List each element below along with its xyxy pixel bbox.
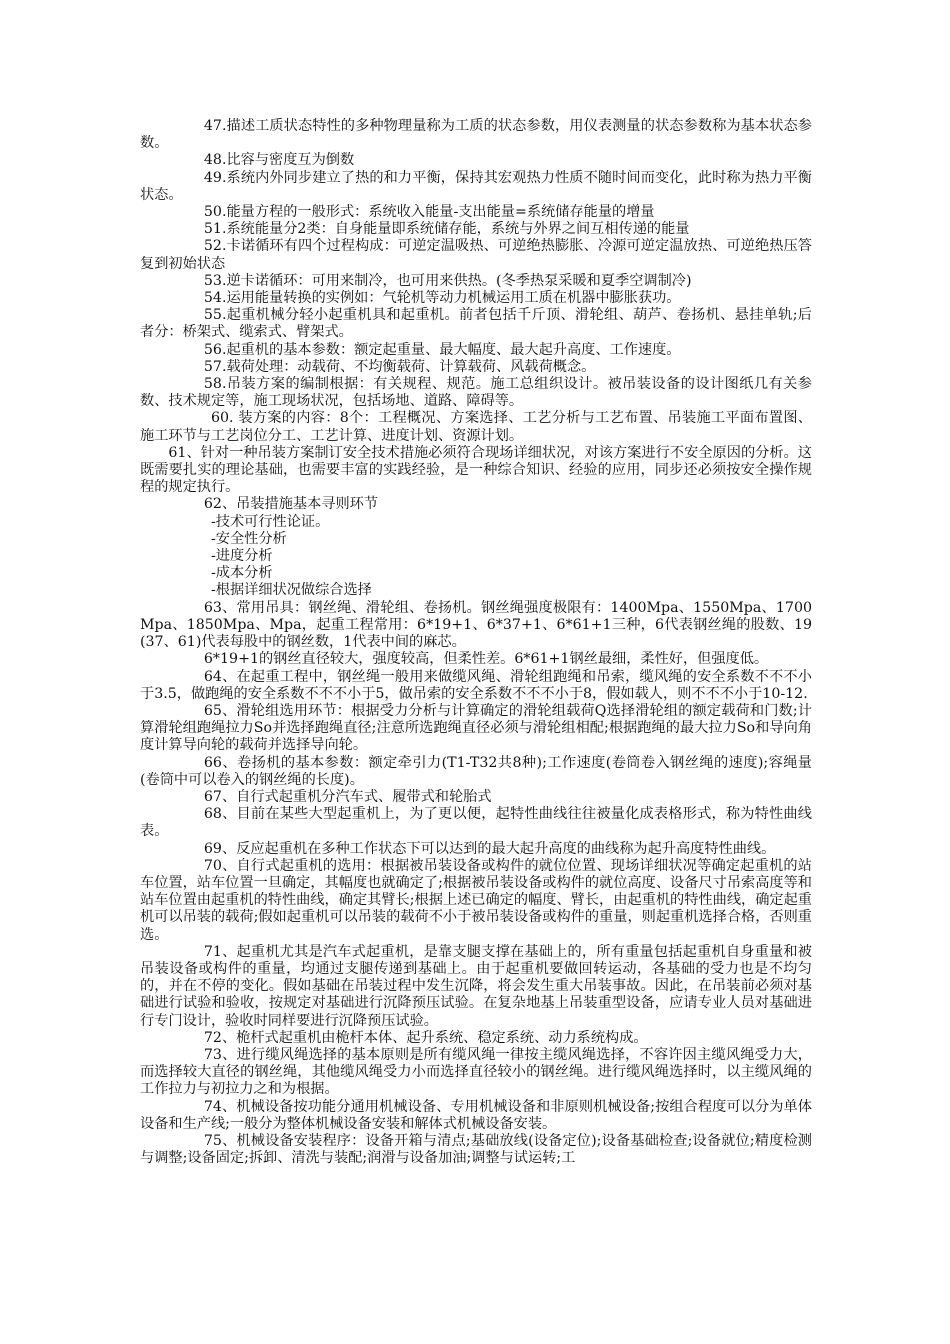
- paragraph: 75、机械设备安装程序：设备开箱与清点;基础放线(设备定位);设备基础检查;设备就位;精度检测与调整;设备固定;拆卸、清洗与装配;润滑与设备加油;调整与试运转;工: [140, 1132, 812, 1167]
- paragraph: 69、反应起重机在多种工作状态下可以达到的最大起升高度的曲线称为起升高度特性曲线。: [203, 840, 776, 857]
- paragraph: -安全性分析: [211, 530, 287, 547]
- paragraph: 57.载荷处理：动载荷、不均衡载荷、计算载荷、风载荷概念。: [203, 358, 596, 375]
- paragraph: 56.起重机的基本参数：额定起重量、最大幅度、最大起升高度、工作速度。: [203, 341, 681, 358]
- paragraph: 66、卷扬机的基本参数：额定牵引力(T1-T32共8种);工作速度(卷筒卷入钢丝绳的速度);容绳量(卷筒中可以卷入的钢丝绳的长度)。: [140, 754, 812, 788]
- paragraph: 62、吊装措施基本寻则环节: [203, 496, 379, 513]
- document-body: [140, 118, 812, 1167]
- paragraph: 53.逆卡诺循环：可用来制冷，也可用来供热。(冬季热泵采暖和夏季空调制冷): [203, 272, 692, 289]
- paragraph: 48.比容与密度互为倒数: [203, 152, 355, 169]
- paragraph: 51.系统能量分2类：自身能量即系统储存能，系统与外界之间互相传递的能量: [203, 221, 690, 238]
- paragraph: -成本分析: [211, 565, 273, 582]
- paragraph: 52.卡诺循环有四个过程构成：可逆定温吸热、可逆绝热膨胀、冷源可逆定温放热、可逆绝热压答复到初始状态: [140, 238, 812, 272]
- paragraph: 74、机械设备按功能分通用机械设备、专用机械设备和非原则机械设备;按组合程度可以分为单体设备和生产线;一般分为整体机械设备安装和解体式机械设备安装。: [140, 1098, 812, 1132]
- paragraph: 49.系统内外同步建立了热的和力平衡，保持其宏观热力性质不随时间而变化，此时称为热力平衡状态。: [140, 169, 812, 203]
- paragraph: 60. 装方案的内容：8个：工程概况、方案选择、工艺分析与工艺布置、吊装施工平面布置图、施工环节与工艺岗位分工、工艺计算、进度计划、资源计划。: [140, 410, 812, 444]
- paragraph: 64、在起重工程中，钢丝绳一般用来做缆风绳、滑轮组跑绳和吊索，缆风绳的安全系数不不不小于3.5，做跑绳的安全系数不不不小于5，做吊索的安全系数不不不小于8，假如载人，则不不不小于10-12.: [140, 668, 812, 702]
- paragraph: -技术可行性论证。: [211, 513, 330, 530]
- paragraph: 71、起重机尤其是汽车式起重机，是靠支腿支撑在基础上的，所有重量包括起重机自身重量和被吊装设备或构件的重量，均通过支腿传递到基础上。由于起重机要做回转运动，各基础的受力也是不均匀的，并在不停的变化。假如基础在吊装过程中发生沉降，将会发生重大吊装事故。因此，在吊装前必须对基础进行试验和验收，按规定对基础进行沉降预压试验。在复杂地基上吊装重型设备，应请专业人员对基础进行专门设计，验收时同样要进行沉降预压试验。: [140, 943, 812, 1029]
- paragraph: 55.起重机械分轻小起重机具和起重机。前者包括千斤顶、滑轮组、葫芦、卷扬机、悬挂单轨;后者分：桥架式、缆索式、臂架式。: [140, 307, 812, 341]
- paragraph: 6*19+1的钢丝直径较大，强度较高，但柔性差。6*61+1钢丝最细，柔性好，但强度低。: [203, 651, 769, 668]
- paragraph: 47.描述工质状态特性的多种物理量称为工质的状态参数，用仪表测量的状态参数称为基本状态参数。: [140, 118, 812, 152]
- paragraph: 50.能量方程的一般形式：系统收入能量-支出能量=系统储存能量的增量: [203, 204, 655, 221]
- paragraph: 63、常用吊具：钢丝绳、滑轮组、卷扬机。钢丝绳强度极限有：1400Mpa、1550Mpa、1700Mpa、1850Mpa、Mpa，起重工程常用：6*19+1、6*37+1、6*61+1三种，6代表钢丝绳的股数、19(37、61)代表每股中的钢丝数，1代表中间的麻芯。: [140, 599, 812, 651]
- paragraph: 73、进行缆风绳选择的基本原则是所有缆风绳一律按主缆风绳选择，不容许因主缆风绳受力大，而选择较大直径的钢丝绳，其他缆风绳受力小而选择直径较小的钢丝绳。进行缆风绳选择时，以主缆风绳的工作拉力与初拉力之和为根据。: [140, 1046, 812, 1098]
- paragraph: 61、针对一种吊装方案制订安全技术措施必须符合现场详细状况，对该方案进行不安全原因的分析。这既需要扎实的理论基础，也需要丰富的实践经验，是一种综合知识、经验的应用，同步还必须按安全操作规程的规定执行。: [140, 444, 812, 496]
- paragraph: 54.运用能量转换的实例如：气轮机等动力机械运用工质在机器中膨胀获功。: [203, 290, 681, 307]
- paragraph: 65、滑轮组选用环节：根据受力分析与计算确定的滑轮组载荷Q选择滑轮组的额定载荷和门数;计算滑轮组跑绳拉力So并选择跑绳直径;注意所选跑绳直径必须与滑轮组相配;根据跑绳的最大拉力So和导向角度计算导向轮的载荷并选择导向轮。: [140, 702, 812, 754]
- paragraph: -根据详细状况做综合选择: [211, 582, 372, 599]
- paragraph: -进度分析: [211, 548, 273, 565]
- paragraph: 72、桅杆式起重机由桅杆本体、起升系统、稳定系统、动力系统构成。: [203, 1029, 648, 1046]
- paragraph: 58.吊装方案的编制根据：有关规程、规范。施工总组织设计。被吊装设备的设计图纸几有关参数、技术规定等，施工现场状况，包括场地、道路、障碍等。: [140, 376, 812, 410]
- paragraph: 70、自行式起重机的选用：根据被吊装设备或构件的就位位置、现场详细状况等确定起重机的站车位置，站车位置一旦确定，其幅度也就确定了;根据被吊装设备或构件的就位高度、设备尺寸吊索高度等和站车位置由起重机的特性曲线，确定其臂长;根据上述已确定的幅度、臂长，由起重机的特性曲线，确定起重机可以吊装的载荷;假如起重机可以吊装的载荷不小于被吊装设备或构件的重量，则起重机选择合格，否则重选。: [140, 857, 812, 943]
- paragraph: 68、目前在某些大型起重机上，为了更以便，起特性曲线往往被量化成表格形式，称为特性曲线表。: [140, 806, 812, 840]
- paragraph: 67、自行式起重机分汽车式、履带式和轮胎式: [203, 788, 492, 805]
